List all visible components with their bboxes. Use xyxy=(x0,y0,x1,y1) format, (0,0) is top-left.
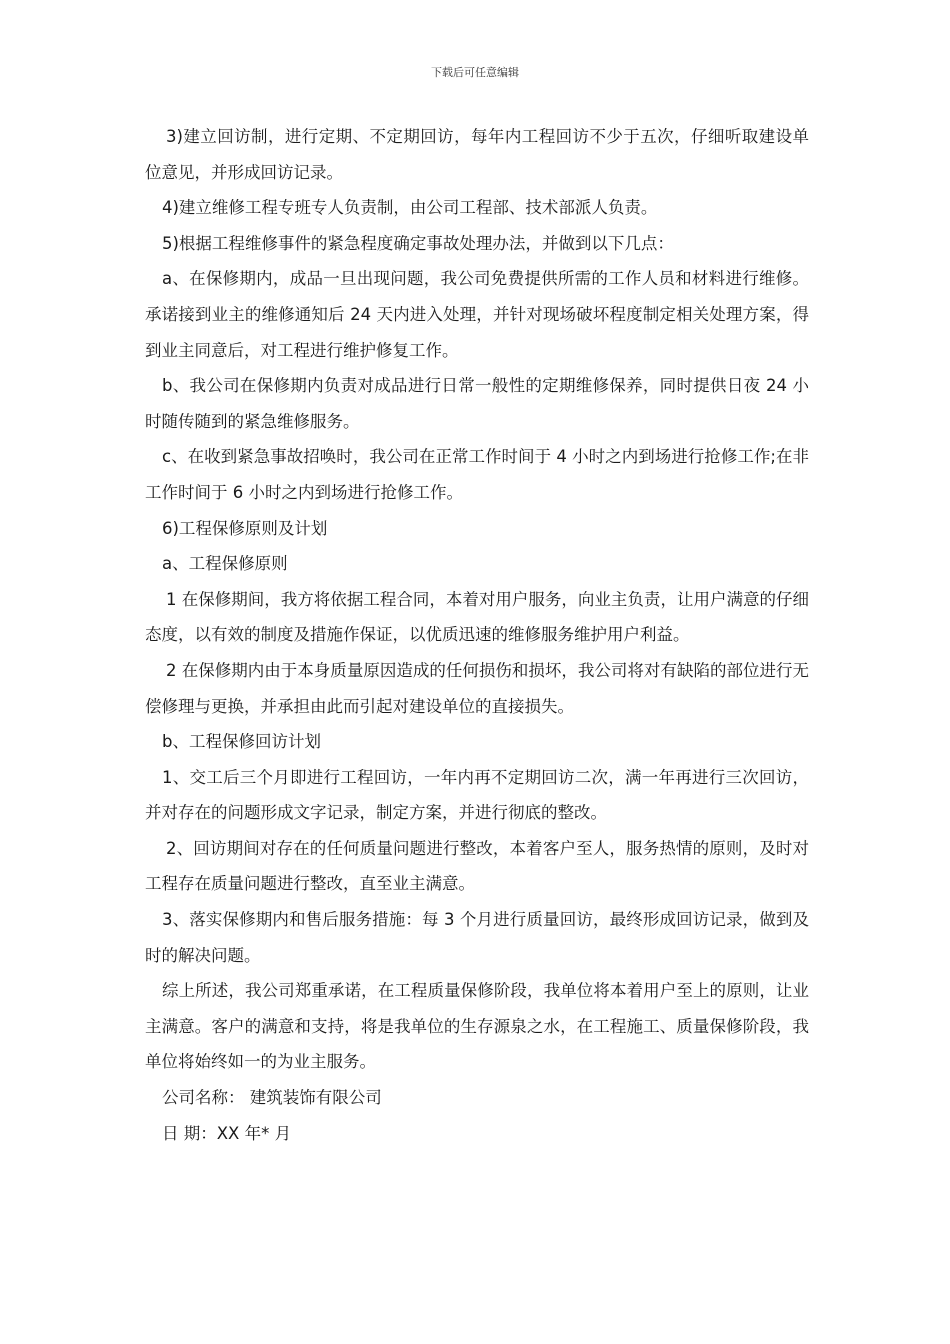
company-name-line: 公司名称： 建筑装饰有限公司 xyxy=(162,1088,382,1108)
paragraph-summary: 综上所述，我公司郑重承诺，在工程质量保修阶段，我单位将本着用户至上的原则，让业主满意。客户的满意和支持，将是我单位的生存源泉之水，在工程施工、质量保修阶段，我单位将始终如一的为业主服务。 xyxy=(145,981,809,1072)
document-body xyxy=(145,119,809,1151)
date-line: 日 期：XX 年* 月 xyxy=(162,1123,292,1143)
paragraph-return-visit-system: 3)建立回访制，进行定期、不定期回访，每年内工程回访不少于五次，仔细听取建设单位意见，并形成回访记录。 xyxy=(145,127,809,182)
paragraph-subheading-a: a、工程保修原则 xyxy=(162,554,288,574)
paragraph-item-b-maintenance: b、我公司在保修期内负责对成品进行日常一般性的定期维修保养，同时提供日夜 24 小时随传随到的紧急维修服务。 xyxy=(145,376,809,431)
paragraph-subheading-b: b、工程保修回访计划 xyxy=(162,732,321,752)
page-header: 下载后可任意编辑 xyxy=(431,66,519,79)
paragraph-plan-1: 1、交工后三个月即进行工程回访，一年内再不定期回访二次，满一年再进行三次回访，并对存在的问题形成文字记录，制定方案，并进行彻底的整改。 xyxy=(145,767,809,823)
paragraph-special-team: 4)建立维修工程专班专人负责制，由公司工程部、技术部派人负责。 xyxy=(162,198,658,218)
paragraph-emergency-handling: 5)根据工程维修事件的紧急程度确定事故处理办法，并做到以下几点： xyxy=(162,233,674,253)
paragraph-plan-3: 3、落实保修期内和售后服务措施：每 3 个月进行质量回访，最终形成回访记录，做到及时的解决问题。 xyxy=(145,910,809,965)
paragraph-principle-2: 2 在保修期内由于本身质量原因造成的任何损伤和损坏，我公司将对有缺陷的部位进行无偿修理与更换，并承担由此而引起对建设单位的直接损失。 xyxy=(145,660,809,716)
paragraph-principle-1: 1 在保修期间，我方将依据工程合同，本着对用户服务，向业主负责，让用户满意的仔细态度，以有效的制度及措施作保证，以优质迅速的维修服务维护用户利益。 xyxy=(145,589,809,645)
paragraph-item-a-free-repair: a、在保修期内，成品一旦出现问题，我公司免费提供所需的工作人员和材料进行维修。承诺接到业主的维修通知后 24 天内进入处理，并针对现场破坏程度制定相关处理方案，得到业主同意后，对工程进行维护修复工作。 xyxy=(145,269,809,360)
paragraph-item-c-emergency-call: c、在收到紧急事故招唤时，我公司在正常工作时间于 4 小时之内到场进行抢修工作;在非工作时间于 6 小时之内到场进行抢修工作。 xyxy=(145,447,809,502)
paragraph-warranty-principles-heading: 6)工程保修原则及计划 xyxy=(162,518,328,538)
paragraph-plan-2: 2、回访期间对存在的任何质量问题进行整改，本着客户至人，服务热情的原则，及时对工程存在质量问题进行整改，直至业主满意。 xyxy=(145,838,809,894)
